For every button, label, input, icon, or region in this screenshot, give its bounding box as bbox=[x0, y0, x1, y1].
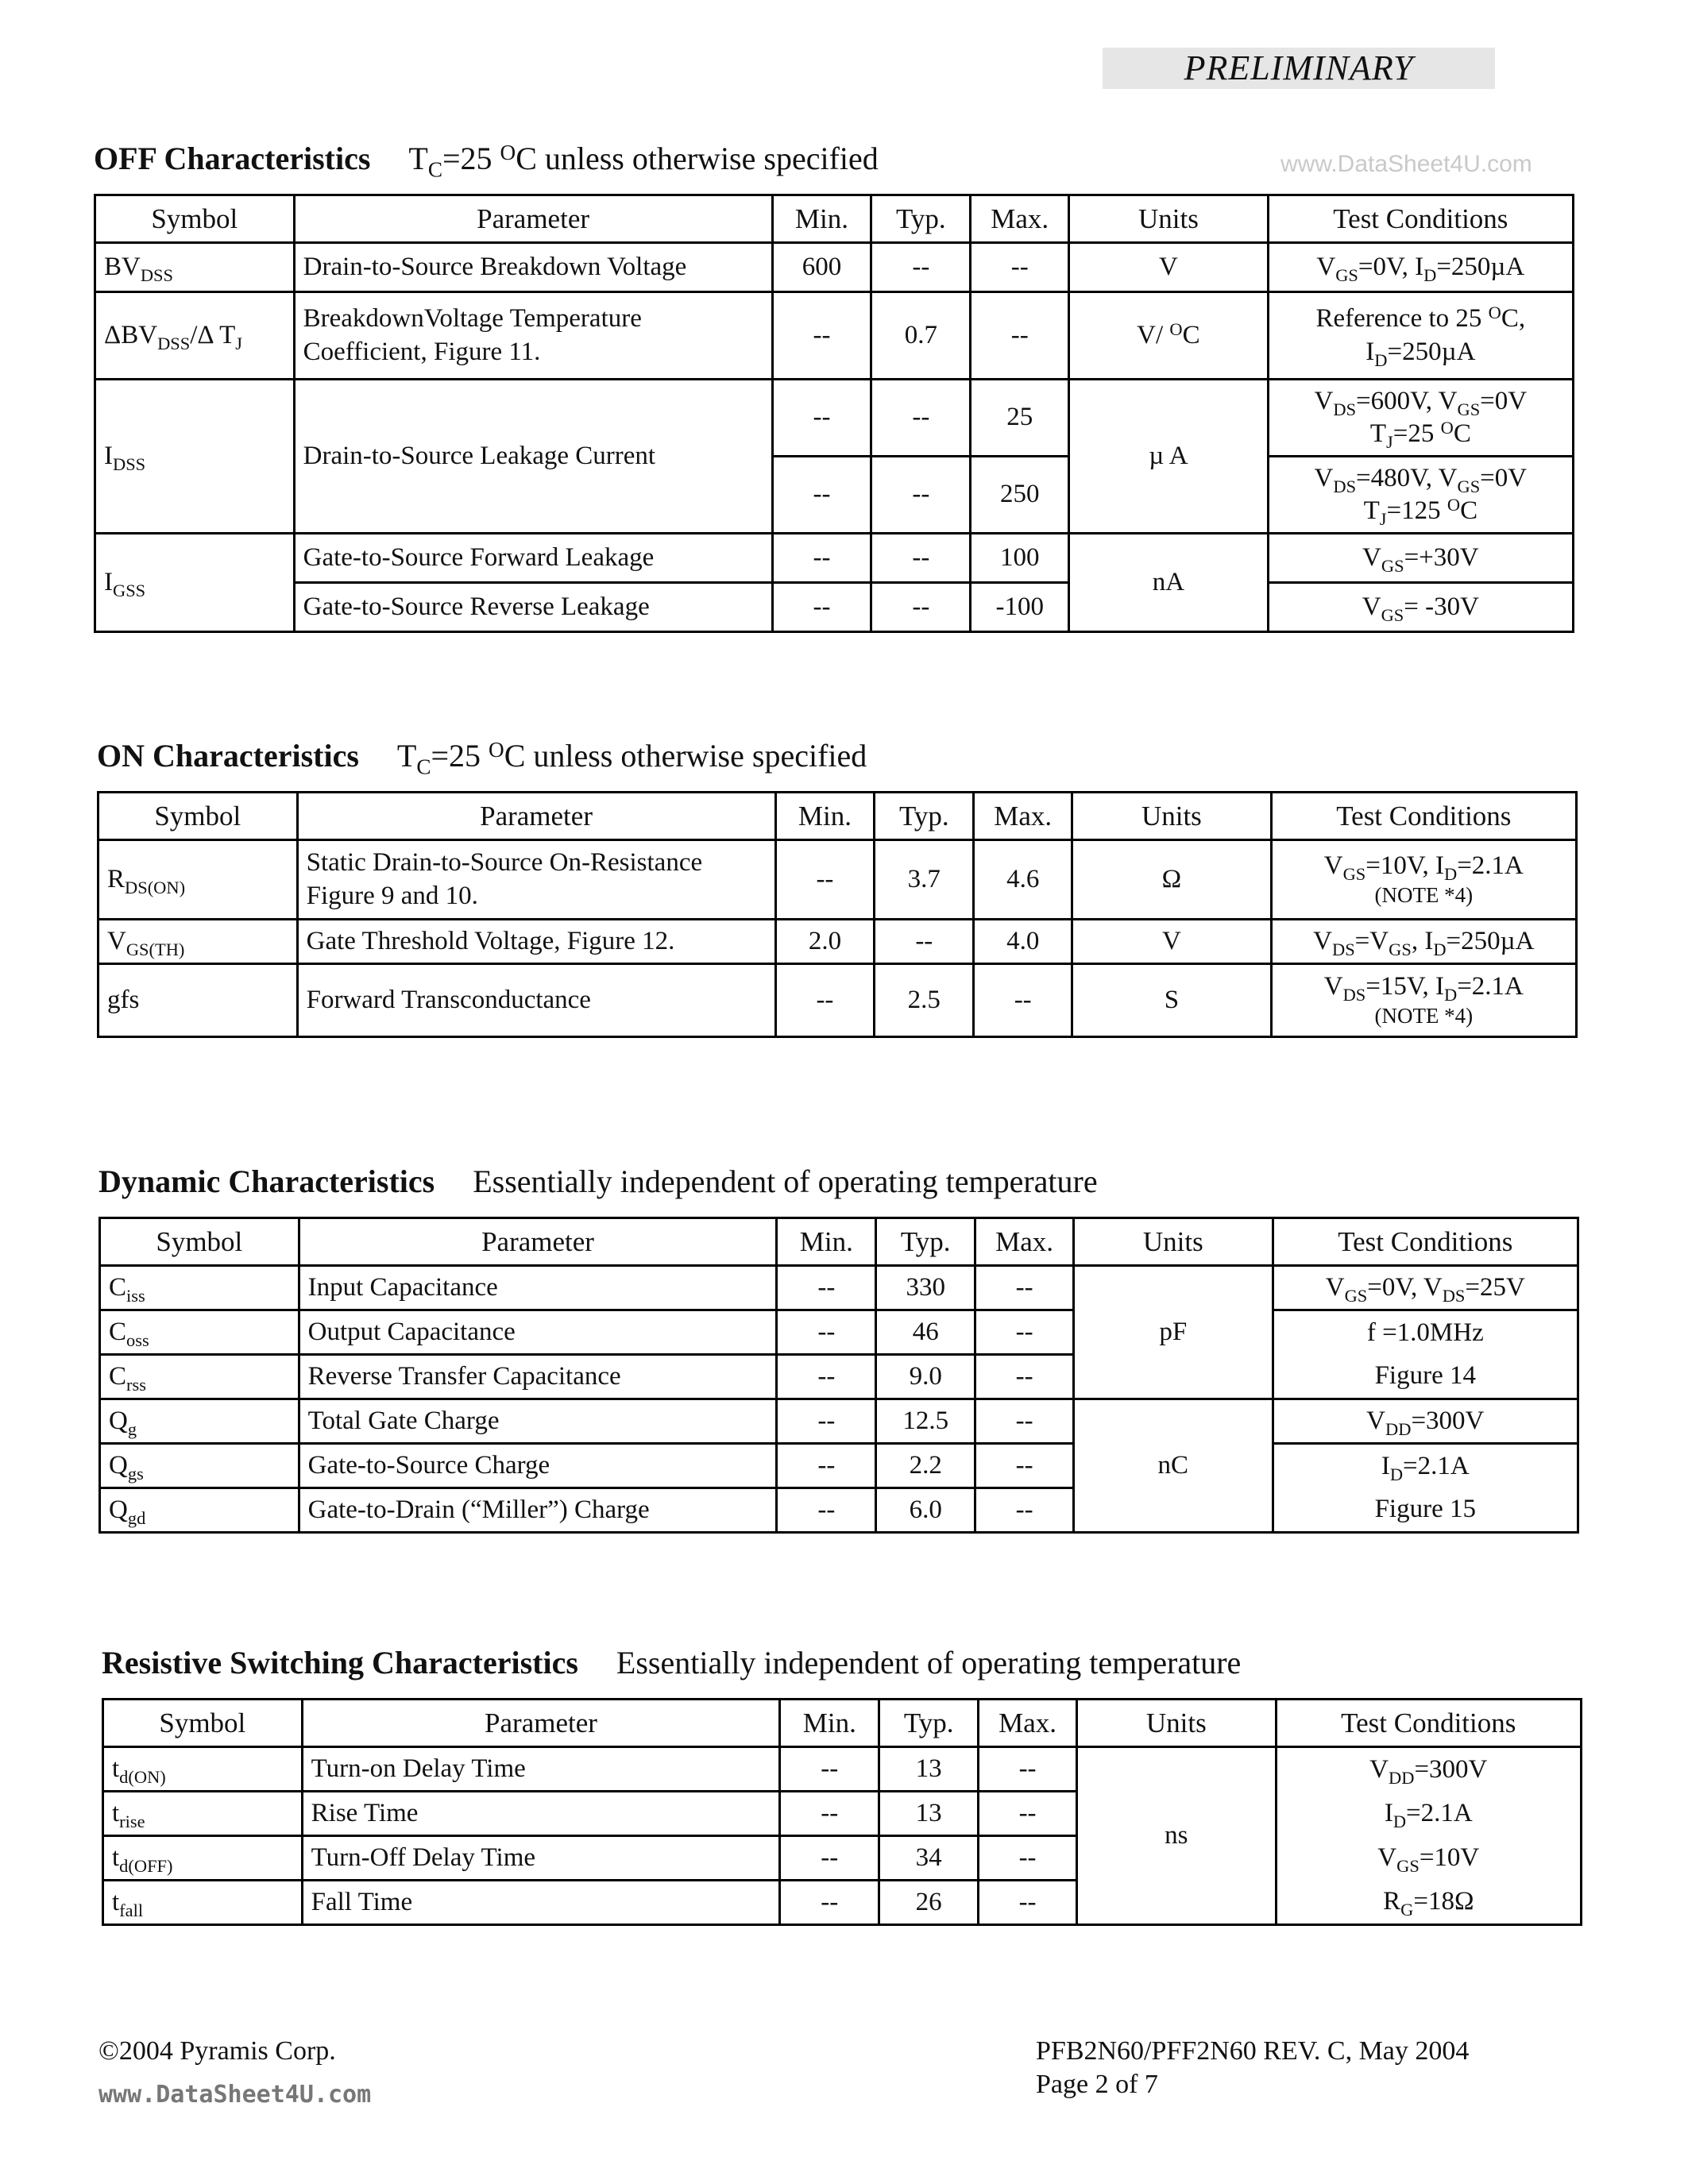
max-cell: -- bbox=[975, 1444, 1074, 1488]
table-row bbox=[98, 920, 1577, 964]
units-cell: S bbox=[1072, 964, 1272, 1037]
col-units: Units bbox=[1069, 195, 1268, 243]
symbol-cell: $BV_{DSS}$ bbox=[95, 243, 295, 292]
units-cell: pF bbox=[1074, 1266, 1273, 1399]
footer-page-number: Page 2 of 7 bbox=[1036, 2070, 1158, 2099]
condition-cell: f =1.0MHz bbox=[1273, 1310, 1578, 1355]
min-cell: -- bbox=[780, 1747, 879, 1792]
typ-cell: 9.0 bbox=[876, 1355, 975, 1399]
switching-table bbox=[102, 1698, 1582, 1926]
col-max: Max. bbox=[974, 793, 1072, 840]
off-section-title bbox=[94, 140, 879, 182]
col-max: Max. bbox=[975, 1218, 1074, 1266]
condition-cell: $V_{GS}=0V$, $I_D=250\mu A$ bbox=[1268, 243, 1573, 292]
parameter-cell: Reverse Transfer Capacitance bbox=[299, 1355, 777, 1399]
condition-cell: $V_{DS}=15V$, $I_D=2.1A$ (NOTE *4) bbox=[1271, 964, 1576, 1037]
parameter-cell: BreakdownVoltage Temperature Coefficient, Figure 11. bbox=[294, 292, 772, 380]
col-parameter: Parameter bbox=[302, 1700, 780, 1747]
parameter-cell: Fall Time bbox=[302, 1881, 780, 1925]
symbol-cell: $Q_{gd}$ bbox=[100, 1488, 299, 1533]
min-cell: -- bbox=[772, 583, 871, 632]
max-cell: -- bbox=[971, 243, 1069, 292]
col-symbol: Symbol bbox=[103, 1700, 303, 1747]
units-cell: V/ $^O$C bbox=[1069, 292, 1268, 380]
condition-cell: $V_{DS}=600V$, $V_{GS}=0V$ $T_J=25$ $^O$C bbox=[1268, 380, 1573, 457]
max-cell: -- bbox=[979, 1792, 1077, 1836]
table-row bbox=[100, 1399, 1578, 1444]
typ-cell: 46 bbox=[876, 1310, 975, 1355]
parameter-cell: Total Gate Charge bbox=[299, 1399, 777, 1444]
table-row bbox=[103, 1881, 1582, 1925]
symbol-cell: $\Delta BV_{DSS}/\Delta$ $T_J$ bbox=[95, 292, 295, 380]
footer-part-number: PFB2N60/PFF2N60 REV. C, May 2004 bbox=[1036, 2036, 1470, 2066]
parameter-cell: Input Capacitance bbox=[299, 1266, 777, 1310]
typ-cell: 3.7 bbox=[875, 840, 974, 920]
typ-cell: -- bbox=[875, 920, 974, 964]
table-row bbox=[100, 1266, 1578, 1310]
max-cell: -- bbox=[979, 1881, 1077, 1925]
min-cell: -- bbox=[777, 1266, 876, 1310]
watermark-bottom: www.DataSheet4U.com bbox=[98, 2081, 372, 2109]
typ-cell: 13 bbox=[879, 1792, 979, 1836]
col-min: Min. bbox=[772, 195, 871, 243]
table-row bbox=[98, 840, 1577, 920]
condition-cell: $I_D=2.1A$ bbox=[1273, 1444, 1578, 1488]
max-cell: -- bbox=[975, 1355, 1074, 1399]
col-parameter: Parameter bbox=[299, 1218, 777, 1266]
col-units: Units bbox=[1074, 1218, 1273, 1266]
typ-cell: -- bbox=[871, 243, 971, 292]
symbol-cell: $V_{GS(TH)}$ bbox=[98, 920, 298, 964]
typ-cell: 330 bbox=[876, 1266, 975, 1310]
condition-cell: $V_{GS}=10V$ bbox=[1276, 1836, 1581, 1881]
col-max: Max. bbox=[979, 1700, 1077, 1747]
condition-cell: $V_{DD}=300V$ bbox=[1273, 1399, 1578, 1444]
table-row bbox=[103, 1836, 1582, 1881]
table-row bbox=[95, 243, 1574, 292]
condition-cell: $R_G=18\Omega$ bbox=[1276, 1881, 1581, 1925]
table-row bbox=[103, 1792, 1582, 1836]
min-cell: -- bbox=[772, 380, 871, 457]
watermark-top: www.DataSheet4U.com bbox=[1280, 151, 1532, 177]
footer-copyright: ©2004 Pyramis Corp. bbox=[98, 2036, 336, 2066]
condition-cell: Figure 14 bbox=[1273, 1355, 1578, 1399]
switching-condition: Essentially independent of operating temperature bbox=[616, 1645, 1242, 1680]
typ-cell: -- bbox=[871, 534, 971, 583]
symbol-cell: $Q_{gs}$ bbox=[100, 1444, 299, 1488]
max-cell: -- bbox=[975, 1310, 1074, 1355]
symbol-cell: $t_{fall}$ bbox=[103, 1881, 303, 1925]
max-cell: 4.0 bbox=[974, 920, 1072, 964]
parameter-cell: Output Capacitance bbox=[299, 1310, 777, 1355]
col-symbol: Symbol bbox=[100, 1218, 299, 1266]
col-min: Min. bbox=[777, 1218, 876, 1266]
on-header-row bbox=[98, 793, 1577, 840]
on-title: ON Characteristics bbox=[97, 738, 359, 774]
typ-cell: -- bbox=[871, 380, 971, 457]
on-section-title bbox=[97, 737, 867, 779]
symbol-cell: $t_{d(OFF)}$ bbox=[103, 1836, 303, 1881]
min-cell: -- bbox=[780, 1881, 879, 1925]
dynamic-table bbox=[98, 1217, 1579, 1534]
parameter-cell: Gate-to-Source Charge bbox=[299, 1444, 777, 1488]
min-cell: -- bbox=[775, 840, 875, 920]
parameter-cell: Gate-to-Source Forward Leakage bbox=[294, 534, 772, 583]
col-typ: Typ. bbox=[879, 1700, 979, 1747]
symbol-cell: gfs bbox=[98, 964, 298, 1037]
col-test-conditions: Test Conditions bbox=[1271, 793, 1576, 840]
table-row bbox=[100, 1444, 1578, 1488]
min-cell: -- bbox=[780, 1836, 879, 1881]
condition-cell: $V_{GS}=10V$, $I_D=2.1A$ (NOTE *4) bbox=[1271, 840, 1576, 920]
min-cell: 600 bbox=[772, 243, 871, 292]
table-row bbox=[98, 964, 1577, 1037]
col-typ: Typ. bbox=[871, 195, 971, 243]
min-cell: -- bbox=[772, 457, 871, 534]
dynamic-section-title bbox=[98, 1163, 1098, 1200]
units-cell: Ω bbox=[1072, 840, 1272, 920]
col-max: Max. bbox=[971, 195, 1069, 243]
max-cell: -- bbox=[979, 1836, 1077, 1881]
condition-cell: $V_{DS}=480V$, $V_{GS}=0V$ $T_J=125$ $^O$C bbox=[1268, 457, 1573, 534]
table-row bbox=[95, 583, 1574, 632]
col-units: Units bbox=[1072, 793, 1272, 840]
typ-cell: -- bbox=[871, 583, 971, 632]
max-cell: -- bbox=[979, 1747, 1077, 1792]
max-cell: -- bbox=[974, 964, 1072, 1037]
parameter-cell: Gate Threshold Voltage, Figure 12. bbox=[297, 920, 775, 964]
max-cell: -100 bbox=[971, 583, 1069, 632]
symbol-cell: $R_{DS(ON)}$ bbox=[98, 840, 298, 920]
dynamic-title: Dynamic Characteristics bbox=[98, 1163, 435, 1199]
symbol-cell: $C_{iss}$ bbox=[100, 1266, 299, 1310]
max-cell: 25 bbox=[971, 380, 1069, 457]
table-row bbox=[100, 1355, 1578, 1399]
max-cell: -- bbox=[975, 1266, 1074, 1310]
table-row bbox=[100, 1310, 1578, 1355]
max-cell: 250 bbox=[971, 457, 1069, 534]
dynamic-header-row bbox=[100, 1218, 1578, 1266]
parameter-cell: Gate-to-Source Reverse Leakage bbox=[294, 583, 772, 632]
switching-header-row bbox=[103, 1700, 1582, 1747]
dynamic-condition: Essentially independent of operating temperature bbox=[473, 1163, 1098, 1199]
max-cell: -- bbox=[975, 1399, 1074, 1444]
condition-cell: $V_{GS}=0V$, $V_{DS}=25V$ bbox=[1273, 1266, 1578, 1310]
parameter-cell: Forward Transconductance bbox=[297, 964, 775, 1037]
parameter-cell: Drain-to-Source Breakdown Voltage bbox=[294, 243, 772, 292]
col-symbol: Symbol bbox=[95, 195, 295, 243]
col-test-conditions: Test Conditions bbox=[1268, 195, 1573, 243]
condition-cell: $I_D=2.1A$ bbox=[1276, 1792, 1581, 1836]
col-typ: Typ. bbox=[876, 1218, 975, 1266]
table-row bbox=[100, 1488, 1578, 1533]
parameter-cell: Static Drain-to-Source On-Resistance Figure 9 and 10. bbox=[297, 840, 775, 920]
parameter-cell: Drain-to-Source Leakage Current bbox=[294, 380, 772, 534]
symbol-cell: $I_{GSS}$ bbox=[95, 534, 295, 632]
typ-cell: 34 bbox=[879, 1836, 979, 1881]
off-table bbox=[94, 194, 1574, 633]
typ-cell: 2.2 bbox=[876, 1444, 975, 1488]
symbol-cell: $Q_g$ bbox=[100, 1399, 299, 1444]
typ-cell: 2.5 bbox=[875, 964, 974, 1037]
min-cell: -- bbox=[772, 534, 871, 583]
condition-cell: $V_{GS}=+30V$ bbox=[1268, 534, 1573, 583]
col-parameter: Parameter bbox=[294, 195, 772, 243]
parameter-cell: Rise Time bbox=[302, 1792, 780, 1836]
on-table bbox=[97, 791, 1578, 1038]
min-cell: -- bbox=[775, 964, 875, 1037]
col-typ: Typ. bbox=[875, 793, 974, 840]
symbol-cell: $t_{rise}$ bbox=[103, 1792, 303, 1836]
col-parameter: Parameter bbox=[297, 793, 775, 840]
max-cell: 4.6 bbox=[974, 840, 1072, 920]
col-min: Min. bbox=[775, 793, 875, 840]
condition-cell: $V_{GS}= -30V$ bbox=[1268, 583, 1573, 632]
condition-cell: $V_{DS}=V_{GS}$, $I_D=250\mu A$ bbox=[1271, 920, 1576, 964]
table-row bbox=[103, 1747, 1582, 1792]
symbol-cell: $C_{rss}$ bbox=[100, 1355, 299, 1399]
symbol-cell: $I_{DSS}$ bbox=[95, 380, 295, 534]
symbol-cell: $C_{oss}$ bbox=[100, 1310, 299, 1355]
min-cell: -- bbox=[777, 1444, 876, 1488]
on-condition: $T_C=25$ $^O$C unless otherwise specified bbox=[396, 737, 867, 779]
max-cell: 100 bbox=[971, 534, 1069, 583]
typ-cell: 26 bbox=[879, 1881, 979, 1925]
table-row bbox=[95, 534, 1574, 583]
max-cell: -- bbox=[975, 1488, 1074, 1533]
switching-title: Resistive Switching Characteristics bbox=[102, 1645, 578, 1680]
units-cell: nC bbox=[1074, 1399, 1273, 1533]
min-cell: -- bbox=[777, 1310, 876, 1355]
col-min: Min. bbox=[780, 1700, 879, 1747]
preliminary-banner: PRELIMINARY bbox=[1103, 48, 1495, 89]
min-cell: -- bbox=[777, 1355, 876, 1399]
table-row bbox=[95, 292, 1574, 380]
units-cell: µ A bbox=[1069, 380, 1268, 534]
off-title: OFF Characteristics bbox=[94, 141, 371, 176]
min-cell: 2.0 bbox=[775, 920, 875, 964]
parameter-cell: Turn-Off Delay Time bbox=[302, 1836, 780, 1881]
units-cell: nA bbox=[1069, 534, 1268, 632]
min-cell: -- bbox=[777, 1488, 876, 1533]
typ-cell: -- bbox=[871, 457, 971, 534]
off-condition: $T_C=25$ $^O$C unless otherwise specified bbox=[408, 140, 879, 182]
typ-cell: 6.0 bbox=[876, 1488, 975, 1533]
col-symbol: Symbol bbox=[98, 793, 298, 840]
switching-section-title bbox=[102, 1644, 1241, 1681]
units-cell: V bbox=[1072, 920, 1272, 964]
typ-cell: 12.5 bbox=[876, 1399, 975, 1444]
units-cell: V bbox=[1069, 243, 1268, 292]
off-header-row bbox=[95, 195, 1574, 243]
max-cell: -- bbox=[971, 292, 1069, 380]
min-cell: -- bbox=[777, 1399, 876, 1444]
units-cell: ns bbox=[1077, 1747, 1277, 1925]
typ-cell: 13 bbox=[879, 1747, 979, 1792]
condition-cell: $V_{DD}=300V$ bbox=[1276, 1747, 1581, 1792]
condition-cell: Reference to 25 $^O$C, $I_D=250\mu A$ bbox=[1268, 292, 1573, 380]
condition-cell: Figure 15 bbox=[1273, 1488, 1578, 1533]
col-test-conditions: Test Conditions bbox=[1273, 1218, 1578, 1266]
col-test-conditions: Test Conditions bbox=[1276, 1700, 1581, 1747]
parameter-cell: Gate-to-Drain (“Miller”) Charge bbox=[299, 1488, 777, 1533]
parameter-cell: Turn-on Delay Time bbox=[302, 1747, 780, 1792]
table-row bbox=[95, 380, 1574, 457]
typ-cell: 0.7 bbox=[871, 292, 971, 380]
col-units: Units bbox=[1077, 1700, 1277, 1747]
symbol-cell: $t_{d(ON)}$ bbox=[103, 1747, 303, 1792]
min-cell: -- bbox=[772, 292, 871, 380]
min-cell: -- bbox=[780, 1792, 879, 1836]
